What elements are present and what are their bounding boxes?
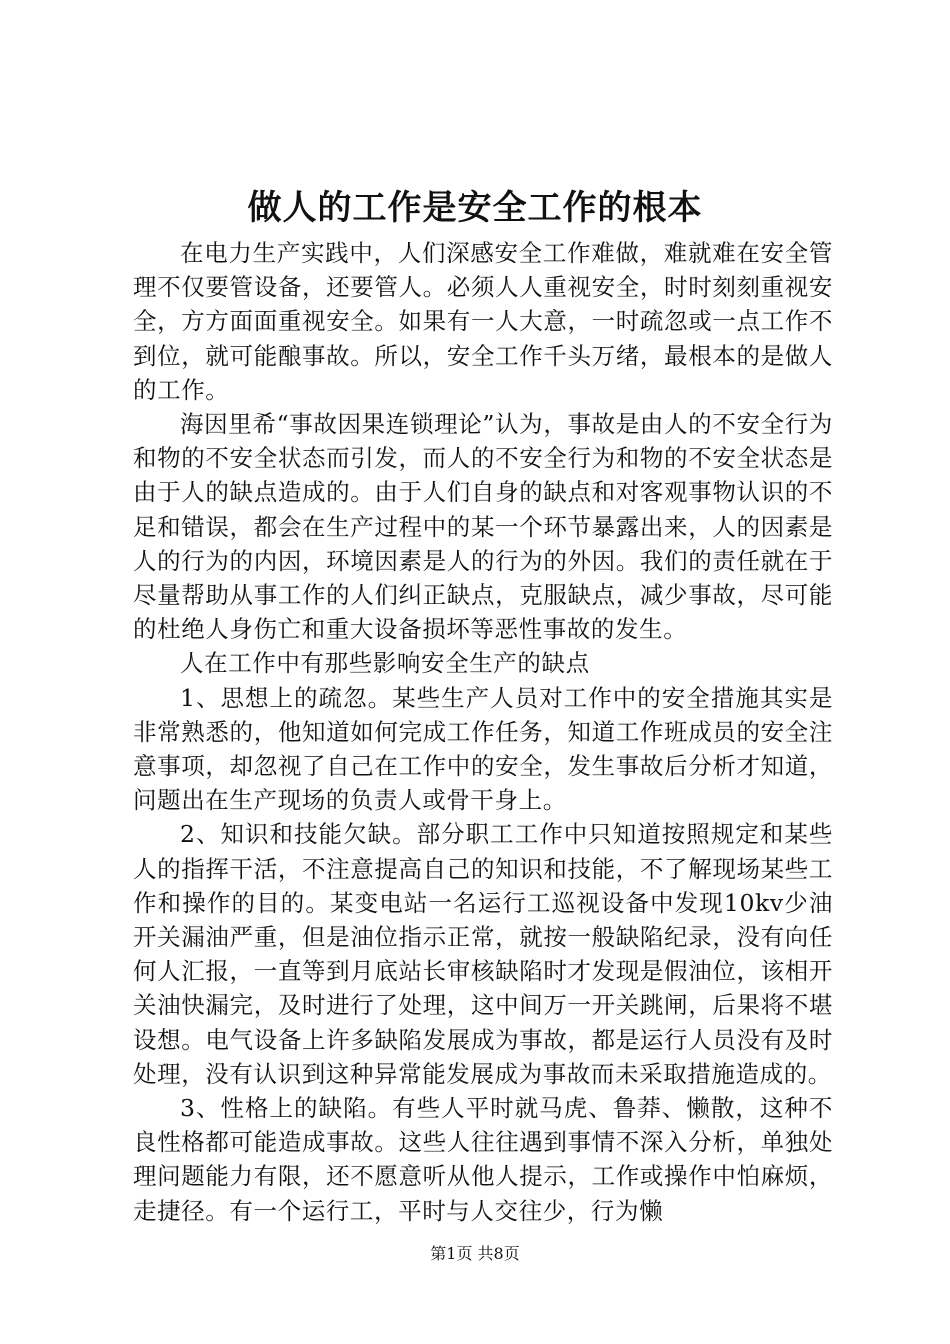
document-body	[133, 236, 833, 1228]
page-footer: 第1页 共8页	[430, 1244, 520, 1263]
paragraph-heinrich-theory: 海因里希“事故因果连锁理论”认为，事故是由人的不安全行为和物的不安全状态而引发，而人的不安全行为和物的不安全状态是由于人的缺点造成的。由于人们自身的缺点和对客观事物认识的不足和错误，都会在生产过程中的某一个环节暴露出来，人的因素是人的行为的内因，环境因素是人的行为的外因。我们的责任就在于尽量帮助从事工作的人们纠正缺点，克服缺点，减少事故，尽可能的杜绝人身伤亡和重大设备损坏等恶性事故的发生。	[133, 410, 833, 644]
paragraph-point-1: 1、思想上的疏忽。某些生产人员对工作中的安全措施其实是非常熟悉的，他知道如何完成工作任务，知道工作班成员的安全注意事项，却忽视了自己在工作中的安全，发生事故后分析才知道，问题出在生产现场的负责人或骨干身上。	[133, 683, 833, 815]
paragraph-point-2: 2、知识和技能欠缺。部分职工工作中只知道按照规定和某些人的指挥干活，不注意提高自己的知识和技能，不了解现场某些工作和操作的目的。某变电站一名运行工巡视设备中发现10kv少油开关漏油严重，但是油位指示正常，就按一般缺陷纪录，没有向任何人汇报，一直等到月底站长审核缺陷时才发现是假油位，该相开关油快漏完，及时进行了处理，这中间万一开关跳闸，后果将不堪设想。电气设备上许多缺陷发展成为事故，都是运行人员没有及时处理，没有认识到这种异常能发展成为事故而未采取措施造成的。	[133, 820, 833, 1088]
paragraph-point-3: 3、性格上的缺陷。有些人平时就马虎、鲁莽、懒散，这种不良性格都可能造成事故。这些人往往遇到事情不深入分析，单独处理问题能力有限，还不愿意听从他人提示，工作或操作中怕麻烦，走捷径。有一个运行工，平时与人交往少，行为懒	[133, 1094, 833, 1225]
paragraph-intro: 在电力生产实践中，人们深感安全工作难做，难就难在安全管理不仅要管设备，还要管人。必须人人重视安全，时时刻刻重视安全，方方面面重视安全。如果有一人大意，一时疏忽或一点工作不到位，就可能酿事故。所以，安全工作千头万绪，最根本的是做人的工作。	[133, 239, 833, 404]
section-heading-shortcomings: 人在工作中有那些影响安全生产的缺点	[180, 649, 590, 678]
document-title: 做人的工作是安全工作的根本	[247, 188, 703, 228]
